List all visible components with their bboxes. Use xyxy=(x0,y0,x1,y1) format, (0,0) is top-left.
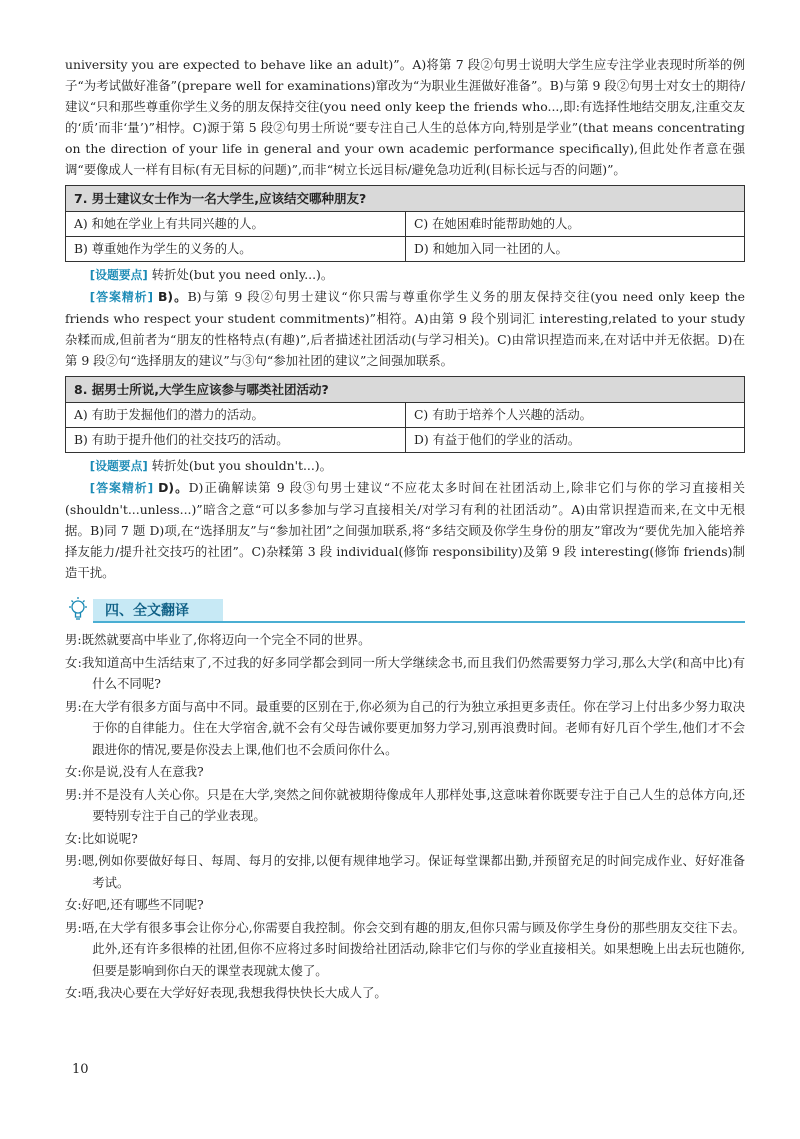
section-title: 四、全文翻译 xyxy=(105,603,189,619)
question-8-analysis xyxy=(65,477,745,583)
question-7-row-1 xyxy=(66,212,744,237)
question-8-title: 8. 据男士所说,大学生应该参与哪类社团活动? xyxy=(66,377,744,403)
question-8-box xyxy=(65,376,745,453)
dialogue-line: 男:嗯,例如你要做好每日、每周、每月的安排,以便有规律地学习。保证每堂课都出勤,并预留充足的时间完成作业、好好准备考试。 xyxy=(65,853,745,890)
dialogue-line: 男:在大学有很多方面与高中不同。最重要的区别在于,你必须为自己的行为独立承担更多责任。你在学习上付出多少努力取决于你的自律能力。住在大学宿舍,就不会有父母告诫你要更加努力学习,别再浪费时间。老师有好几百个学生,他们才不会跟进你的情况,要是你没去上课,他们也不会质问你什么。 xyxy=(65,698,745,757)
dialogue-line: 男:唔,在大学有很多事会让你分心,你需要自我控制。你会交到有趣的朋友,但你只需与顾及你学生身份的那些朋友交往下去。此外,还有许多很棒的社团,但你不应将过多时间拨给社团活动,除非它们与你的学业直接相关。如果想晚上出去玩也随你,但要是影响到你白天的课堂表现就太傻了。 xyxy=(65,919,745,978)
dialogue-line: 女:唔,我决心要在大学好好表现,我想我得快快长大成人了。 xyxy=(65,985,387,1000)
intro-paragraph: university you are expected to behave like an adult)”。A)将第 7 段②句男士说明大学生应专注学业表现时所举的例子“为考试做好准备”(prepare well for examinations)窜改为“为职业生涯做好准备”。B)与第 9 段②句男士对女士的期待/建议“只和那些尊重你学生义务的朋友保持交往(you need only keep the friends who...,即:有选择性地结交朋友,注重交友的‘质’而非‘量’)”相悖。C)源于第 5 段②句男士所说“要专注自己人生的总体方向,特别是学业”(that means concentrating on the direction of your life in general and your own academic performance specifically),但此处作者意在强调“要像成人一样有目标(有无目标的问题)”,而非“树立长远目标/避免急功近利(目标长远与否的问题)”。 xyxy=(65,57,745,177)
point-text: 转折处(but you need only...)。 xyxy=(151,267,334,282)
dialogue-line: 女:好吧,还有哪些不同呢? xyxy=(65,897,204,912)
question-8-row-1 xyxy=(66,403,744,428)
option-a: A) 有助于发掘他们的潜力的活动。 xyxy=(74,408,264,422)
dialogue-line: 女:我知道高中生活结束了,不过我的好多同学都会到同一所大学继续念书,而且我们仍然需要努力学习,那么大学(和高中比)有什么不同呢? xyxy=(65,654,745,691)
dialogue-line: 男:既然就要高中毕业了,你将迈向一个完全不同的世界。 xyxy=(65,632,371,647)
question-7-box xyxy=(65,185,745,262)
question-7-row-2 xyxy=(66,237,744,261)
option-d: D) 和她加入同一社团的人。 xyxy=(405,237,744,261)
option-d: D) 有益于他们的学业的活动。 xyxy=(405,428,744,452)
point-tag: [设题要点] xyxy=(89,459,148,473)
answer-tag: [答案精析] xyxy=(89,290,153,304)
option-b: B) 有助于提升他们的社交技巧的活动。 xyxy=(74,433,289,447)
option-b: B) 尊重她作为学生的义务的人。 xyxy=(74,242,252,256)
option-c: C) 有助于培养个人兴趣的活动。 xyxy=(405,403,744,427)
dialogue-line: 女:你是说,没有人在意我? xyxy=(65,764,204,779)
dialogue xyxy=(65,629,745,1004)
page-number: 10 xyxy=(72,1062,89,1077)
question-8-point xyxy=(65,455,745,477)
section-heading-underline xyxy=(93,621,745,623)
answer-text: D)正确解读第 9 段③句男士建议“不应花太多时间在社团活动上,除非它们与你的学习直接相关(shouldn't...unless...)”暗含之意“可以多参加与学习直接相关/对学习有利的社团活动”。A)由常识捏造而来,在文中无根据。B)同 7 题 D)项,在“选择朋友”与“参加社团”之间强加联系,将“多结交顾及你学生身份的朋友”窜改为“要优先加入能培养择友能力/提升社交技巧的社团”。C)杂糅第 3 段 individual(修饰 responsibility)及第 9 段 interesting(修饰 friends)制造干扰。 xyxy=(65,480,745,580)
question-7-title: 7. 男士建议女士作为一名大学生,应该结交哪种朋友? xyxy=(66,186,744,212)
question-7-analysis xyxy=(65,286,745,371)
content xyxy=(65,54,745,1004)
answer-tag: [答案精析] xyxy=(89,481,154,495)
answer-text: B)与第 9 段②句男士建议“你只需与尊重你学生义务的朋友保持交往(you need only keep the friends who respect your student commitments)”相符。A)由第 9 段个别词汇 interesting,related to your study 杂糅而成,但前者为“朋友的性格特点(有趣)”,后者描述社团活动(与学习相关)。C)由常识捏造而来,在对话中并无依据。D)在第 9 段②句“选择朋友的建议”与③句“参加社团的建议”之间强加联系。 xyxy=(65,289,745,368)
option-a: A) 和她在学业上有共同兴趣的人。 xyxy=(74,217,264,231)
question-8-row-2 xyxy=(66,428,744,452)
question-7-point xyxy=(65,264,745,286)
dialogue-line: 男:并不是没有人关心你。只是在大学,突然之间你就被期待像成年人那样处事,这意味着你既要专注于自己人生的总体方向,还要特别专注于自己的学业表现。 xyxy=(65,786,745,823)
answer-letter: D)。 xyxy=(158,480,189,495)
option-c: C) 在她困难时能帮助她的人。 xyxy=(405,212,744,236)
section-heading xyxy=(65,597,745,623)
answer-letter: B)。 xyxy=(157,289,188,304)
dialogue-line: 女:比如说呢? xyxy=(65,830,138,846)
point-text: 转折处(but you shouldn't...)。 xyxy=(151,458,333,473)
point-tag: [设题要点] xyxy=(89,268,148,282)
lightbulb-icon xyxy=(65,595,91,623)
